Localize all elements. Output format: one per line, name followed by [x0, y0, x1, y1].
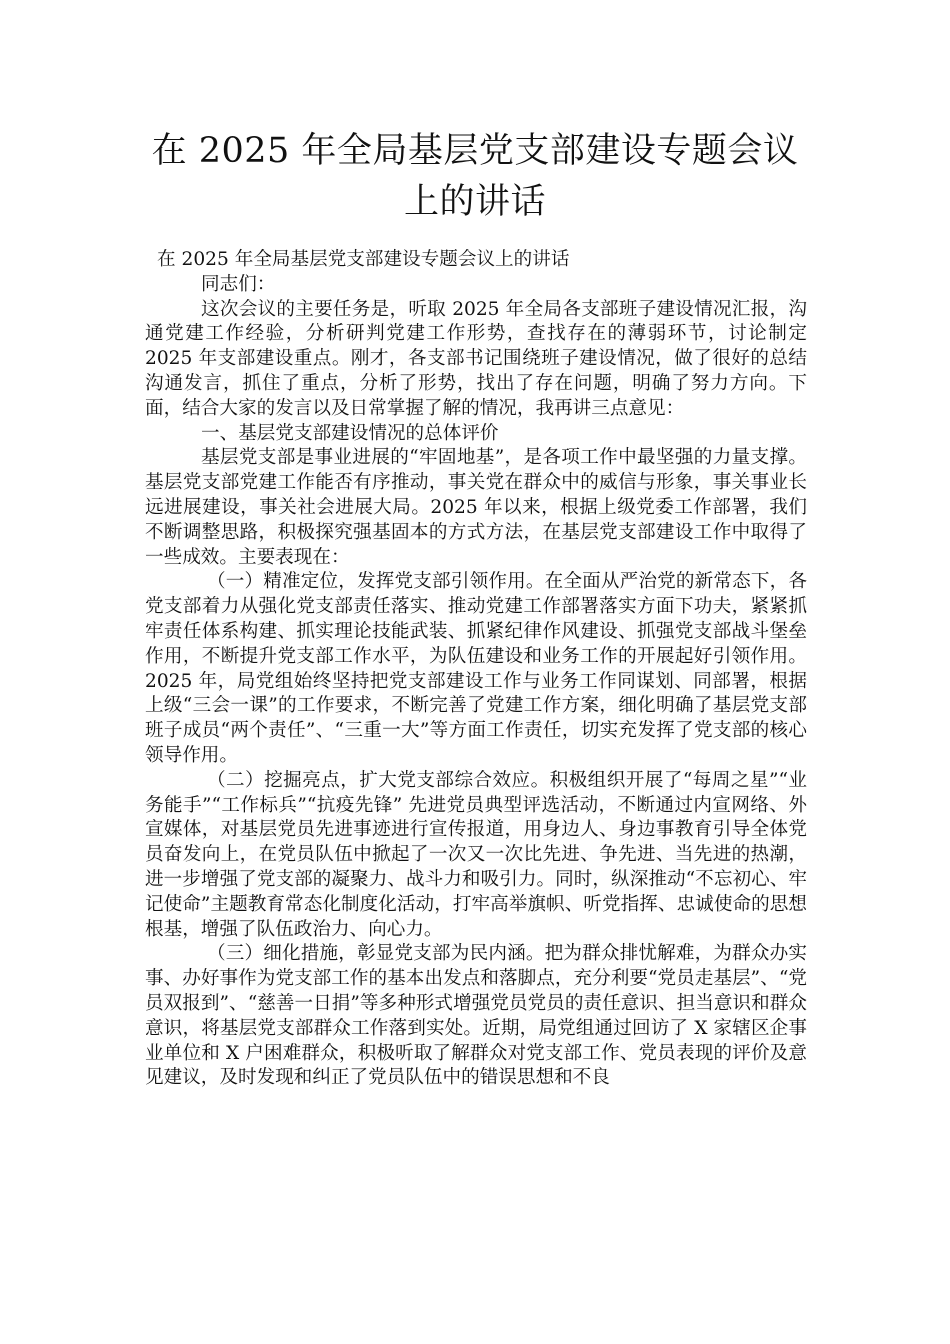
salutation: 同志们：: [201, 273, 276, 295]
paragraph-point-1: （一）精准定位，发挥党支部引领作用。在全面从严治党的新常态下，各党支部着力从强化党支部责任落实、推动党建工作部署落实方面下功夫，紧紧抓牢责任体系构建、抓实理论技能武装、抓紧纪律作风建设、抓强党支部战斗堡垒作用，不断提升党支部工作水平，为队伍建设和业务工作的开展起好引领作用。2025 年，局党组始终坚持把党支部建设工作与业务工作同谋划、同部署，根据上级“三会一课”的工作要求，不断完善了党建工作方案，细化明确了基层党支部班子成员“两个责任”、“三重一大”等方面工作责任，切实充发挥了党支部的核心领导作用。: [145, 571, 807, 766]
paragraph-overview: 基层党支部是事业进展的“牢固地基”，是各项工作中最坚强的力量支撑。基层党支部党建工作能否有序推动，事关党在群众中的威信与形象，事关事业长远进展建设，事关社会进展大局。2025 年以来，根据上级党委工作部署，我们不断调整思路，积极探究强基固本的方式方法，在基层党支部建设工作中取得了一些成效。主要表现在：: [145, 447, 807, 568]
paragraph-point-2: （二）挖掘亮点，扩大党支部综合效应。积极组织开展了“每周之星”“业务能手”“工作标兵”“抗疫先锋” 先进党员典型评选活动，不断通过内宣网络、外宣媒体，对基层党员先进事迹进行宣传报道，用身边人、身边事教育引导全体党员奋发向上，在党员队伍中掀起了一次又一次比先进、争先进、当先进的热潮，进一步增强了党支部的凝聚力、战斗力和吸引力。同时，纵深推动“不忘初心、牢记使命”主题教育常态化制度化活动，打牢高举旗帜、听党指挥、忠诚使命的思想根基，增强了队伍政治力、向心力。: [145, 769, 807, 940]
document-title: 在 2025 年全局基层党支部建设专题会议上的讲话: [151, 131, 799, 222]
paragraph-point-3: （三）细化措施，彰显党支部为民内涵。把为群众排忧解难，为群众办实事、办好事作为党支部工作的基本出发点和落脚点，充分利要“党员走基层”、“党员双报到”、“慈善一日捐”等多种形式增强党员党员的责任意识、担当意识和群众意识，将基层党支部群众工作落到实处。近期，局党组通过回访了 X 家辖区企事业单位和 X 户困难群众，积极听取了解群众对党支部工作、党员表现的评价及意见建议，及时发现和纠正了党员队伍中的错误思想和不良: [145, 943, 807, 1089]
document-subtitle: 在 2025 年全局基层党支部建设专题会议上的讲话: [157, 249, 570, 270]
document-body: [145, 248, 807, 1091]
paragraph-intro: 这次会议的主要任务是，听取 2025 年全局各支部班子建设情况汇报，沟通党建工作经验，分析研判党建工作形势，查找存在的薄弱环节，讨论制定 2025 年支部建设重点。刚才，各支部书记围绕班子建设情况，做了很好的总结沟通发言，抓住了重点，分析了形势，找出了存在问题，明确了努力方向。下面，结合大家的发言以及日常掌握了解的情况，我再讲三点意见：: [145, 298, 807, 419]
section-heading-1: 一、基层党支部建设情况的总体评价: [201, 422, 499, 444]
